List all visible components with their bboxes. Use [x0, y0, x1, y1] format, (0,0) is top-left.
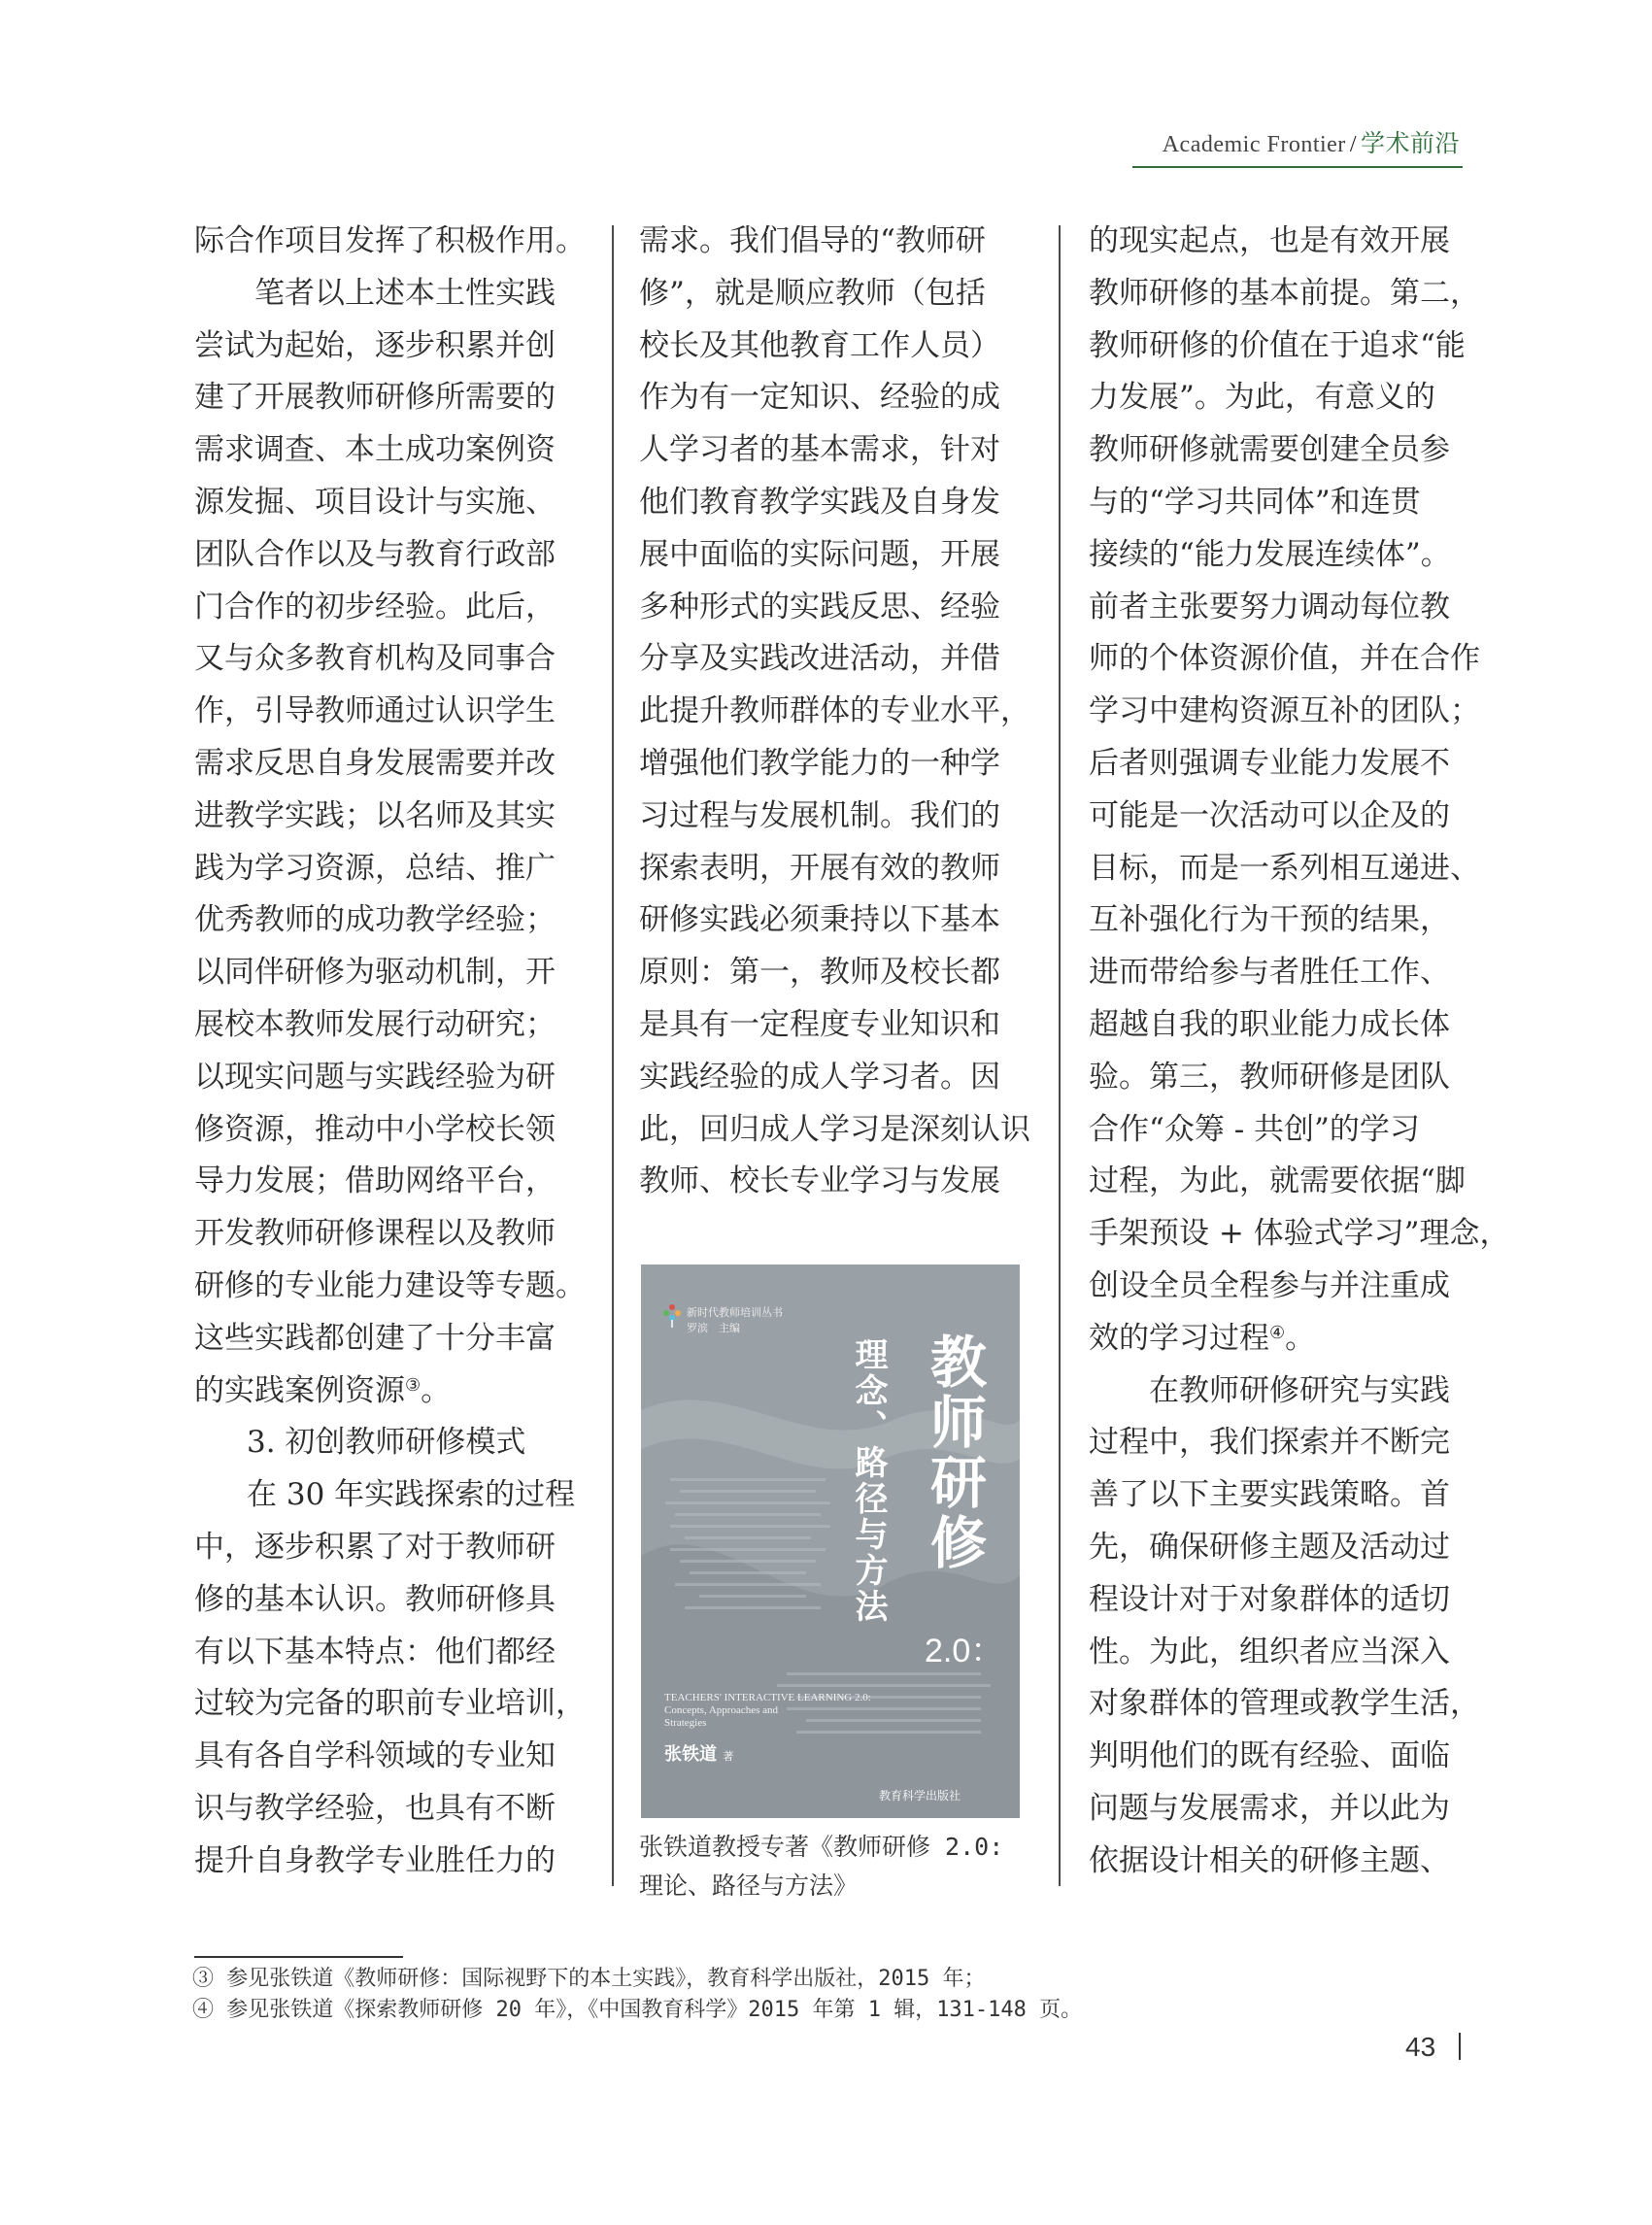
text-line: 教师研修的价值在于追求“能: [1089, 327, 1466, 363]
text-line: [194, 1365, 588, 1418]
text-line: 修”，就是顺应教师（包括: [639, 275, 986, 311]
text-line: 以同伴研修为驱动机制，开: [194, 955, 556, 991]
text-line: 优秀教师的成功教学经验；: [194, 902, 556, 938]
text-span: 效的学习过程: [1089, 1320, 1269, 1356]
cover-subtitle: 理念、路径与方法: [849, 1337, 888, 1625]
footnote-rule: [194, 1956, 403, 1958]
text-line: 尝试为起始，逐步积累并创: [194, 327, 556, 363]
caption-line: 理论、路径与方法》: [639, 1871, 859, 1900]
text-line: 他们教育教学实践及自身发: [639, 484, 1000, 520]
footnote-ref-4[interactable]: ④: [1269, 1322, 1286, 1343]
text-line: 先，确保研修主题及活动过: [1089, 1529, 1450, 1565]
text-line: 判明他们的既有经验、面临: [1089, 1738, 1450, 1774]
text-line: 过程中，我们探索并不断完: [1089, 1425, 1450, 1461]
running-header: [1163, 124, 1460, 159]
text-line: 师的个体资源价值，并在合作: [1089, 641, 1480, 677]
text-line: 际合作项目发挥了积极作用。: [194, 223, 586, 258]
page-number: 43: [1405, 2032, 1436, 2062]
text-line: 分享及实践改进活动，并借: [639, 641, 1000, 677]
text-line: 开发教师研修课程以及教师: [194, 1216, 556, 1252]
column-3: [1089, 216, 1510, 1888]
text-line: 合作“众筹 - 共创”的学习: [1089, 1111, 1420, 1147]
column-2: [639, 216, 1028, 1208]
text-line: 探索表明，开展有效的教师: [639, 850, 1000, 886]
text-line: 过程，为此，就需要依据“脚: [1089, 1163, 1466, 1199]
text-line: 需求反思自身发展需要并改: [194, 745, 556, 781]
text-line: 需求调查、本土成功案例资: [194, 432, 556, 468]
text-line: 问题与发展需求，并以此为: [1089, 1790, 1450, 1826]
text-line: 教师、校长专业学习与发展: [639, 1163, 1000, 1199]
cover-series: [687, 1305, 783, 1336]
text-line: 研修的专业能力建设等专题。: [194, 1267, 586, 1303]
book-cover-image: [641, 1264, 1020, 1818]
text-line: 此提升教师群体的专业水平，: [639, 693, 1030, 729]
cover-version: 2.0：: [925, 1633, 1004, 1669]
cover-english-title: [664, 1692, 871, 1730]
text-line: 多种形式的实践反思、经验: [639, 589, 1000, 624]
text-line: 学习中建构资源互补的团队；: [1089, 693, 1480, 729]
text-line: 依据设计相关的研修主题、: [1089, 1842, 1450, 1878]
cover-author-role: 著: [723, 1750, 734, 1763]
text-line: 习过程与发展机制。我们的: [639, 797, 1000, 833]
footnote-3: ③ 参见张铁道《教师研修：国际视野下的本土实践》，教育科学出版社，2015 年；: [192, 1967, 986, 1991]
text-line: 展校本教师发展行动研究；: [194, 1006, 556, 1042]
page-number-bar: [1459, 2033, 1461, 2060]
header-rule: [1132, 166, 1463, 168]
text-line: 作为有一定知识、经验的成: [639, 380, 1000, 416]
text-line: 笔者以上述本土性实践: [254, 275, 556, 311]
cover-author-name: 张铁道: [664, 1744, 717, 1765]
text-line: 可能是一次活动可以企及的: [1089, 797, 1450, 833]
text-line: 善了以下主要实践策略。首: [1089, 1477, 1450, 1513]
cover-english-line: Strategies: [664, 1717, 707, 1729]
text-span: 的实践案例资源: [194, 1372, 405, 1408]
column-divider: [1059, 225, 1061, 1886]
text-line: 研修实践必须秉持以下基本: [639, 902, 1000, 938]
text-line: 原则：第一，教师及校长都: [639, 955, 1000, 991]
text-line: 有以下基本特点：他们都经: [194, 1634, 556, 1669]
text-span: 。: [421, 1372, 452, 1408]
text-line: 人学习者的基本需求，针对: [639, 432, 1000, 468]
text-span: 。: [1285, 1320, 1316, 1356]
text-line: 中，逐步积累了对于教师研: [194, 1529, 556, 1565]
footnote-ref-3[interactable]: ③: [405, 1374, 421, 1396]
text-line: 实践经验的成人学习者。因: [639, 1059, 1000, 1095]
text-line: 过较为完备的职前专业培训，: [194, 1686, 586, 1722]
header-chinese: 学术前沿: [1360, 129, 1460, 157]
cover-title: 教师研修: [921, 1332, 987, 1573]
text-line: 校长及其他教育工作人员）: [639, 327, 1000, 363]
text-line: 修资源，推动中小学校长领: [194, 1111, 556, 1147]
caption-line: 张铁道教授专著《教师研修 2.0:: [639, 1833, 1004, 1861]
text-line: 前者主张要努力调动每位教: [1089, 589, 1450, 624]
text-line: 教师研修就需要创建全员参: [1089, 432, 1450, 468]
text-line: 教师研修的基本前提。第二，: [1089, 275, 1480, 311]
section-heading: 3. 初创教师研修模式: [247, 1425, 526, 1461]
header-separator: /: [1349, 132, 1357, 157]
text-line: 的现实起点，也是有效开展: [1089, 223, 1450, 258]
text-line: 验。第三，教师研修是团队: [1089, 1059, 1450, 1095]
text-line: 接续的“能力发展连续体”。: [1089, 536, 1451, 572]
text-line: 创设全员全程参与并注重成: [1089, 1267, 1450, 1303]
text-line: 需求。我们倡导的“教师研: [639, 223, 986, 258]
text-line: 源发掘、项目设计与实施、: [194, 484, 556, 520]
cover-series-name: 新时代教师培训丛书: [687, 1306, 783, 1319]
cover-editor: 罗滨 主编: [687, 1322, 740, 1334]
text-line: 具有各自学科领域的专业知: [194, 1738, 556, 1774]
figure-caption: [639, 1828, 1003, 1905]
column-divider: [612, 225, 614, 1886]
text-line: 践为学习资源，总结、推广: [194, 850, 556, 886]
text-line: 互补强化行为干预的结果，: [1089, 902, 1450, 938]
text-line: 对象群体的管理或教学生活，: [1089, 1686, 1480, 1722]
text-line: 进教学实践；以名师及其实: [194, 797, 556, 833]
text-line: 力发展”。为此，有意义的: [1089, 380, 1435, 416]
text-line: 增强他们教学能力的一种学: [639, 745, 1000, 781]
footnote-4: ④ 参见张铁道《探索教师研修 20 年》，《中国教育科学》2015 年第 1 辑，131-148 页。: [192, 1998, 1083, 2022]
text-line: 此，回归成人学习是深刻认识: [639, 1111, 1030, 1147]
text-line: 手架预设 + 体验式学习”理念，: [1089, 1216, 1510, 1252]
text-line: 作，引导教师通过认识学生: [194, 693, 556, 729]
text-line: [1089, 1313, 1477, 1365]
cover-author: [664, 1740, 733, 1766]
text-line: 与的“学习共同体”和连贯: [1089, 484, 1421, 520]
header-english: Academic Frontier: [1162, 132, 1346, 157]
text-line: 在教师研修研究与实践: [1149, 1372, 1450, 1408]
text-line: 后者则强调专业能力发展不: [1089, 745, 1450, 781]
text-line: 导力发展；借助网络平台，: [194, 1163, 556, 1199]
text-line: 进而带给参与者胜任工作、: [1089, 955, 1450, 991]
footnotes: [192, 1964, 1082, 2026]
cover-english-line: TEACHERS' INTERACTIVE LEARNING 2.0:: [664, 1692, 871, 1703]
text-line: 目标，而是一系列相互递进、: [1089, 850, 1480, 886]
text-line: 这些实践都创建了十分丰富: [194, 1320, 556, 1356]
text-line: 以现实问题与实践经验为研: [194, 1059, 556, 1095]
text-line: 又与众多教育机构及同事合: [194, 641, 556, 677]
text-line: 是具有一定程度专业知识和: [639, 1006, 1000, 1042]
text-line: 提升自身教学专业胜任力的: [194, 1842, 556, 1878]
text-line: 程设计对于对象群体的适切: [1089, 1581, 1450, 1617]
cover-english-line: Concepts, Approaches and: [664, 1704, 778, 1716]
text-line: 团队合作以及与教育行政部: [194, 536, 556, 572]
text-line: 超越自我的职业能力成长体: [1089, 1006, 1450, 1042]
text-line: 在 30 年实践探索的过程: [247, 1477, 576, 1513]
cover-publisher: 教育科学出版社: [879, 1789, 961, 1803]
text-line: 修的基本认识。教师研修具: [194, 1581, 556, 1617]
text-line: 性。为此，组织者应当深入: [1089, 1634, 1450, 1669]
column-1: [194, 216, 588, 1888]
series-logo-icon: [660, 1301, 684, 1329]
text-line: 展中面临的实际问题，开展: [639, 536, 1000, 572]
text-line: 建了开展教师研修所需要的: [194, 380, 556, 416]
text-line: 识与教学经验，也具有不断: [194, 1790, 556, 1826]
text-line: 门合作的初步经验。此后，: [194, 589, 556, 624]
